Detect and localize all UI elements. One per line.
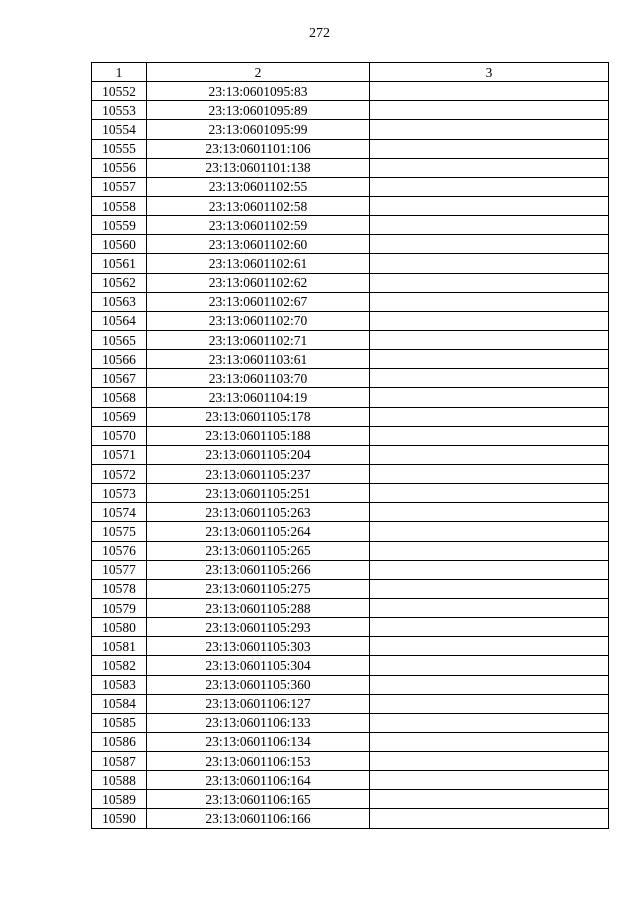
table-row: [92, 407, 609, 426]
cadastral-number-cell: 23:13:0601102:55: [147, 177, 370, 196]
row-number-cell: 10577: [92, 560, 147, 579]
row-number-cell: 10574: [92, 503, 147, 522]
table-row: [92, 273, 609, 292]
notes-cell: [370, 369, 609, 388]
table-header: [92, 63, 609, 82]
notes-cell: [370, 618, 609, 637]
cadastral-number-cell: 23:13:0601102:71: [147, 330, 370, 349]
row-number-cell: 10587: [92, 752, 147, 771]
notes-cell: [370, 675, 609, 694]
row-number-cell: 10569: [92, 407, 147, 426]
row-number-cell: 10570: [92, 426, 147, 445]
row-number-cell: 10584: [92, 694, 147, 713]
table-row: [92, 790, 609, 809]
table-row: [92, 560, 609, 579]
row-number-cell: 10580: [92, 618, 147, 637]
table-row: [92, 484, 609, 503]
cadastral-number-cell: 23:13:0601095:83: [147, 82, 370, 101]
row-number-cell: 10590: [92, 809, 147, 828]
notes-cell: [370, 598, 609, 617]
row-number-cell: 10572: [92, 464, 147, 483]
table-row: [92, 196, 609, 215]
notes-cell: [370, 407, 609, 426]
table-row: [92, 503, 609, 522]
cadastral-number-cell: 23:13:0601105:304: [147, 656, 370, 675]
table-row: [92, 675, 609, 694]
cadastral-number-cell: 23:13:0601102:62: [147, 273, 370, 292]
notes-cell: [370, 216, 609, 235]
notes-cell: [370, 694, 609, 713]
cadastral-number-cell: 23:13:0601105:263: [147, 503, 370, 522]
notes-cell: [370, 522, 609, 541]
table-row: [92, 158, 609, 177]
row-number-cell: 10576: [92, 541, 147, 560]
notes-cell: [370, 330, 609, 349]
table-body: [92, 82, 609, 828]
table-row: [92, 656, 609, 675]
notes-cell: [370, 82, 609, 101]
notes-cell: [370, 101, 609, 120]
cadastral-number-cell: 23:13:0601106:164: [147, 771, 370, 790]
notes-cell: [370, 637, 609, 656]
table-row: [92, 637, 609, 656]
row-number-cell: 10561: [92, 254, 147, 273]
cadastral-number-cell: 23:13:0601102:58: [147, 196, 370, 215]
table-row: [92, 139, 609, 158]
row-number-cell: 10568: [92, 388, 147, 407]
row-number-cell: 10562: [92, 273, 147, 292]
row-number-cell: 10555: [92, 139, 147, 158]
column-header-2: 2: [147, 63, 370, 82]
table-row: [92, 216, 609, 235]
table-row: [92, 522, 609, 541]
cadastral-number-cell: 23:13:0601106:165: [147, 790, 370, 809]
table-row: [92, 292, 609, 311]
register-table: [91, 62, 609, 829]
table-row: [92, 369, 609, 388]
table-row: [92, 350, 609, 369]
table-row: [92, 235, 609, 254]
cadastral-number-cell: 23:13:0601102:59: [147, 216, 370, 235]
notes-cell: [370, 445, 609, 464]
notes-cell: [370, 254, 609, 273]
row-number-cell: 10563: [92, 292, 147, 311]
cadastral-number-cell: 23:13:0601106:133: [147, 713, 370, 732]
table-row: [92, 254, 609, 273]
notes-cell: [370, 713, 609, 732]
cadastral-number-cell: 23:13:0601105:178: [147, 407, 370, 426]
table-row: [92, 388, 609, 407]
page-number: 272: [309, 26, 330, 41]
row-number-cell: 10589: [92, 790, 147, 809]
cadastral-number-cell: 23:13:0601102:67: [147, 292, 370, 311]
cadastral-number-cell: 23:13:0601105:237: [147, 464, 370, 483]
row-number-cell: 10558: [92, 196, 147, 215]
table-row: [92, 771, 609, 790]
row-number-cell: 10573: [92, 484, 147, 503]
notes-cell: [370, 177, 609, 196]
table-row: [92, 311, 609, 330]
notes-cell: [370, 464, 609, 483]
table-row: [92, 694, 609, 713]
notes-cell: [370, 388, 609, 407]
cadastral-number-cell: 23:13:0601103:70: [147, 369, 370, 388]
column-header-3: 3: [370, 63, 609, 82]
cadastral-number-cell: 23:13:0601105:288: [147, 598, 370, 617]
table-row: [92, 541, 609, 560]
cadastral-number-cell: 23:13:0601105:275: [147, 579, 370, 598]
notes-cell: [370, 809, 609, 828]
notes-cell: [370, 790, 609, 809]
row-number-cell: 10575: [92, 522, 147, 541]
cadastral-number-cell: 23:13:0601105:293: [147, 618, 370, 637]
cadastral-number-cell: 23:13:0601105:264: [147, 522, 370, 541]
table-row: [92, 732, 609, 751]
table-row: [92, 177, 609, 196]
cadastral-number-cell: 23:13:0601095:99: [147, 120, 370, 139]
row-number-cell: 10567: [92, 369, 147, 388]
table-row: [92, 120, 609, 139]
notes-cell: [370, 235, 609, 254]
row-number-cell: 10564: [92, 311, 147, 330]
notes-cell: [370, 158, 609, 177]
cadastral-number-cell: 23:13:0601105:360: [147, 675, 370, 694]
cadastral-number-cell: 23:13:0601103:61: [147, 350, 370, 369]
table-row: [92, 598, 609, 617]
column-header-1: 1: [92, 63, 147, 82]
cadastral-number-cell: 23:13:0601105:303: [147, 637, 370, 656]
cadastral-number-cell: 23:13:0601106:166: [147, 809, 370, 828]
table-row: [92, 445, 609, 464]
notes-cell: [370, 752, 609, 771]
row-number-cell: 10560: [92, 235, 147, 254]
notes-cell: [370, 350, 609, 369]
row-number-cell: 10579: [92, 598, 147, 617]
table-row: [92, 579, 609, 598]
cadastral-number-cell: 23:13:0601106:127: [147, 694, 370, 713]
row-number-cell: 10585: [92, 713, 147, 732]
table-row: [92, 330, 609, 349]
notes-cell: [370, 139, 609, 158]
row-number-cell: 10582: [92, 656, 147, 675]
notes-cell: [370, 120, 609, 139]
row-number-cell: 10559: [92, 216, 147, 235]
row-number-cell: 10552: [92, 82, 147, 101]
notes-cell: [370, 579, 609, 598]
table-row: [92, 101, 609, 120]
cadastral-number-cell: 23:13:0601105:188: [147, 426, 370, 445]
table-row: [92, 809, 609, 828]
table-row: [92, 464, 609, 483]
row-number-cell: 10556: [92, 158, 147, 177]
cadastral-number-cell: 23:13:0601106:153: [147, 752, 370, 771]
row-number-cell: 10554: [92, 120, 147, 139]
cadastral-number-cell: 23:13:0601095:89: [147, 101, 370, 120]
cadastral-number-cell: 23:13:0601102:60: [147, 235, 370, 254]
cadastral-number-cell: 23:13:0601102:70: [147, 311, 370, 330]
cadastral-number-cell: 23:13:0601101:138: [147, 158, 370, 177]
cadastral-number-cell: 23:13:0601106:134: [147, 732, 370, 751]
row-number-cell: 10578: [92, 579, 147, 598]
cadastral-number-cell: 23:13:0601105:265: [147, 541, 370, 560]
row-number-cell: 10583: [92, 675, 147, 694]
notes-cell: [370, 732, 609, 751]
notes-cell: [370, 426, 609, 445]
table-row: [92, 426, 609, 445]
notes-cell: [370, 292, 609, 311]
table-row: [92, 713, 609, 732]
row-number-cell: 10586: [92, 732, 147, 751]
row-number-cell: 10565: [92, 330, 147, 349]
table-row: [92, 752, 609, 771]
cadastral-number-cell: 23:13:0601105:204: [147, 445, 370, 464]
row-number-cell: 10553: [92, 101, 147, 120]
notes-cell: [370, 541, 609, 560]
row-number-cell: 10571: [92, 445, 147, 464]
notes-cell: [370, 560, 609, 579]
notes-cell: [370, 311, 609, 330]
cadastral-number-cell: 23:13:0601105:251: [147, 484, 370, 503]
cadastral-number-cell: 23:13:0601104:19: [147, 388, 370, 407]
header-row: [92, 63, 609, 82]
row-number-cell: 10588: [92, 771, 147, 790]
notes-cell: [370, 484, 609, 503]
cadastral-number-cell: 23:13:0601102:61: [147, 254, 370, 273]
notes-cell: [370, 503, 609, 522]
table-row: [92, 618, 609, 637]
notes-cell: [370, 273, 609, 292]
row-number-cell: 10566: [92, 350, 147, 369]
notes-cell: [370, 656, 609, 675]
table-row: [92, 82, 609, 101]
cadastral-number-cell: 23:13:0601101:106: [147, 139, 370, 158]
notes-cell: [370, 196, 609, 215]
row-number-cell: 10557: [92, 177, 147, 196]
notes-cell: [370, 771, 609, 790]
cadastral-number-cell: 23:13:0601105:266: [147, 560, 370, 579]
row-number-cell: 10581: [92, 637, 147, 656]
